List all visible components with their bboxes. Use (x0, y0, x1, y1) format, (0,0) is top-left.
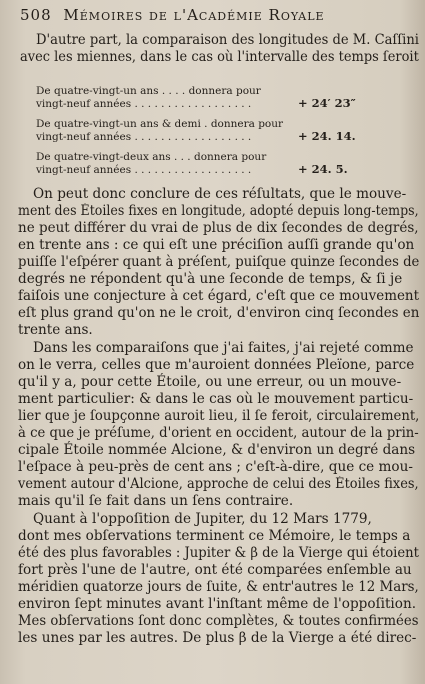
text-line: ment particulier: & dans le cas où le mouvement particu- (18, 391, 414, 407)
text-line: cipale Étoile nommée Alcione, & d'environ un degré dans (18, 442, 416, 458)
table-row-label: De quatre-vingt-deux ans . . . donnera pour (36, 151, 267, 163)
text-line: Mes obſervations ſont donc complètes, & toutes confirmées (18, 613, 419, 629)
text-line: méridien quatorze jours de ſuite, & entr'autres le 12 Mars, (18, 579, 419, 595)
text-line: D'autre part, la comparaison des longitudes de M. Caſſini (36, 32, 419, 48)
text-line: les unes par les autres. De plus β de la Vierge a été direc- (18, 630, 417, 646)
table-row-label: vingt-neuf années . . . . . . . . . . . . . . . . . . (36, 131, 252, 143)
text-line: en trente ans : ce qui eſt une préciſion auſſi grande qu'on (18, 237, 415, 253)
text-line: qu'il y a, pour cette Étoile, ou une erreur, ou un mouve- (18, 374, 402, 390)
table-row-value: + 24′ 23″ (298, 96, 356, 110)
table-row-value: + 24. 5. (298, 162, 348, 176)
text-line: dont mes obſervations terminent ce Mémoire, le temps a (18, 528, 411, 544)
page-number: 508 (20, 6, 52, 24)
text-line: degrés ne répondent qu'à une ſeconde de temps, & ſi je (18, 271, 403, 287)
text-line: avec les miennes, dans le cas où l'intervalle des temps ſeroit (20, 49, 419, 65)
table-row-label: vingt-neuf années . . . . . . . . . . . . . . . . . . (36, 98, 252, 110)
text-line: Dans les comparaiſons que j'ai faites, j'ai rejeté comme (33, 340, 414, 356)
table-row-value: + 24. 14. (298, 129, 356, 143)
text-line: à ce que je préſume, d'orient en occident, autour de la prin- (18, 425, 419, 441)
table-row-label: vingt-neuf années . . . . . . . . . . . . . . . . . . (36, 164, 252, 176)
text-line: On peut donc conclure de ces réſultats, que le mouve- (33, 186, 407, 202)
text-line: trente ans. (18, 322, 93, 338)
text-line: lier que je ſoupçonne auroit lieu, il ſe feroit, circulairement, (18, 408, 420, 424)
table-row-label: De quatre-vingt-un ans & demi . donnera pour (36, 118, 284, 130)
text-line: été des plus favorables : Jupiter & β de la Vierge qui étoient (18, 545, 419, 561)
text-line: eſt plus grand qu'on ne le croit, d'environ cinq ſecondes en (18, 305, 420, 321)
text-line: ment des Étoiles fixes en longitude, adopté depuis long-temps, (18, 203, 419, 219)
text-line: fort près l'une de l'autre, ont été comparées enſemble au (18, 562, 412, 578)
text-line: mais qu'il ſe fait dans un ſens contraire. (18, 493, 294, 509)
text-line: on le verra, celles que m'auroient données Pleïone, parce (18, 357, 415, 373)
text-line: faiſois une conjecture à cet égard, c'eſt que ce mouvement (18, 288, 420, 304)
text-line: ne peut différer du vrai de plus de dix ſecondes de degrés, (18, 220, 419, 236)
table-row-label: De quatre-vingt-un ans . . . . donnera pour (36, 85, 261, 97)
text-line: puiſſe l'eſpérer quant à préſent, puiſque quinze ſecondes de (18, 254, 420, 270)
running-title: Mémoires de l'Académie Royale (63, 6, 325, 24)
text-line: Quant à l'oppoſition de Jupiter, du 12 Mars 1779, (33, 511, 372, 527)
text-line: l'eſpace à peu-près de cent ans ; c'eſt-à-dire, que ce mou- (18, 459, 413, 475)
page-header (20, 6, 420, 24)
text-line: environ ſept minutes avant l'inſtant même de l'oppoſition. (18, 596, 417, 612)
text-line: vement autour d'Alcione, approche de celui des Étoiles fixes, (18, 476, 419, 492)
